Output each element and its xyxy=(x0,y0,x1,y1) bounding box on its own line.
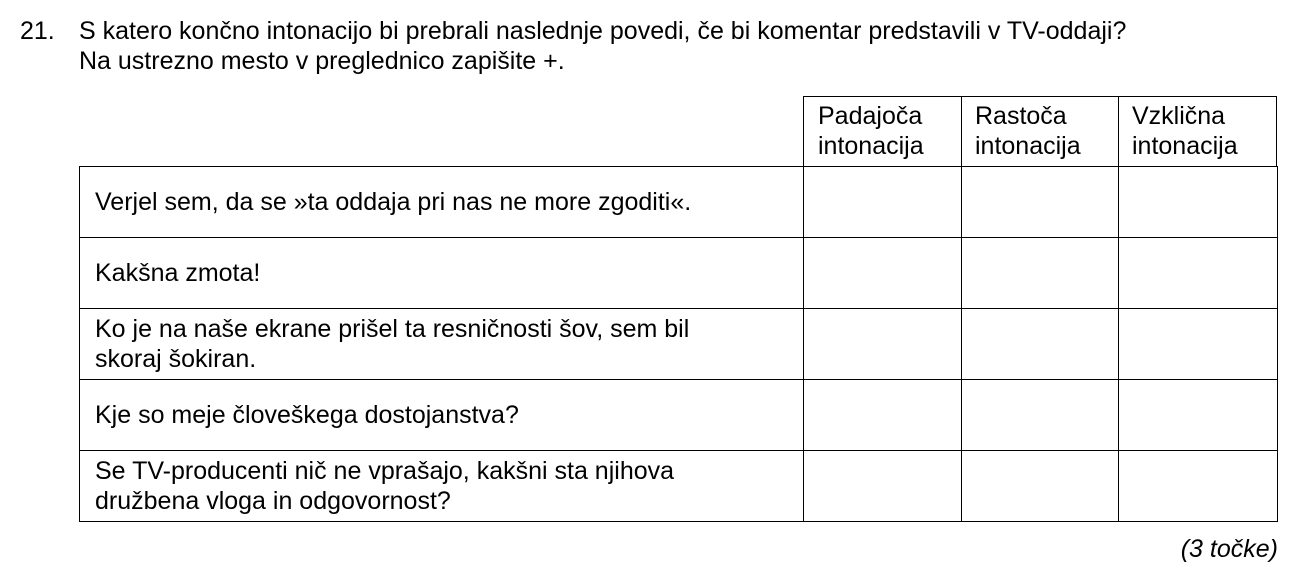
answer-cell-falling[interactable] xyxy=(804,309,962,380)
header-line: Rastoča xyxy=(975,102,1067,130)
answer-cell-exclamatory[interactable] xyxy=(1119,238,1278,309)
points-label: (3 točke) xyxy=(1180,535,1278,563)
question-text xyxy=(79,16,1126,76)
sentence-line: Verjel sem, da se »ta oddaja pri nas ne more zgoditi«. xyxy=(95,188,692,216)
answer-cell-exclamatory[interactable] xyxy=(1119,380,1278,451)
question-number: 21. xyxy=(20,17,55,45)
answer-cell-rising[interactable] xyxy=(962,167,1119,238)
answer-cell-falling[interactable] xyxy=(804,451,962,522)
header-falling-intonation xyxy=(803,96,962,166)
answer-cell-exclamatory[interactable] xyxy=(1119,451,1278,522)
answer-cell-rising[interactable] xyxy=(962,238,1119,309)
question-text-line-2: Na ustrezno mesto v preglednico zapišite +. xyxy=(79,47,565,75)
answer-cell-exclamatory[interactable] xyxy=(1119,309,1278,380)
answer-cell-falling[interactable] xyxy=(804,238,962,309)
question-text-line-1: S katero končno intonacijo bi prebrali naslednje povedi, če bi komentar predstavili v TV-oddaji? xyxy=(79,17,1127,45)
table-row xyxy=(80,167,1278,238)
table-row xyxy=(80,238,1278,309)
sentence-line: družbena vloga in odgovornost? xyxy=(95,487,451,515)
sentence-cell xyxy=(80,167,804,238)
sentence-cell xyxy=(80,309,804,380)
header-line: intonacija xyxy=(1132,132,1238,160)
answer-cell-rising[interactable] xyxy=(962,309,1119,380)
sentence-line: Se TV-producenti nič ne vprašajo, kakšni sta njihova xyxy=(95,457,675,485)
header-line: intonacija xyxy=(818,132,924,160)
answer-table xyxy=(79,166,1278,522)
answer-cell-exclamatory[interactable] xyxy=(1119,167,1278,238)
table-row xyxy=(80,380,1278,451)
sentence-cell xyxy=(80,451,804,522)
table-row xyxy=(80,309,1278,380)
sentence-line: skoraj šokiran. xyxy=(95,345,257,373)
sentence-cell xyxy=(80,238,804,309)
header-rising-intonation xyxy=(961,96,1119,166)
header-line: intonacija xyxy=(975,132,1081,160)
header-line: Padajoča xyxy=(818,102,923,130)
header-exclamatory-intonation xyxy=(1118,96,1277,166)
table-row xyxy=(80,451,1278,522)
sentence-line: Kakšna zmota! xyxy=(95,259,261,287)
answer-cell-falling[interactable] xyxy=(804,380,962,451)
header-line: Vzklična xyxy=(1132,102,1226,130)
answer-cell-rising[interactable] xyxy=(962,380,1119,451)
sentence-cell xyxy=(80,380,804,451)
sentence-line: Kje so meje človeškega dostojanstva? xyxy=(95,401,519,429)
answer-cell-falling[interactable] xyxy=(804,167,962,238)
sentence-line: Ko je na naše ekrane prišel ta resničnosti šov, sem bil xyxy=(95,315,690,343)
answer-cell-rising[interactable] xyxy=(962,451,1119,522)
